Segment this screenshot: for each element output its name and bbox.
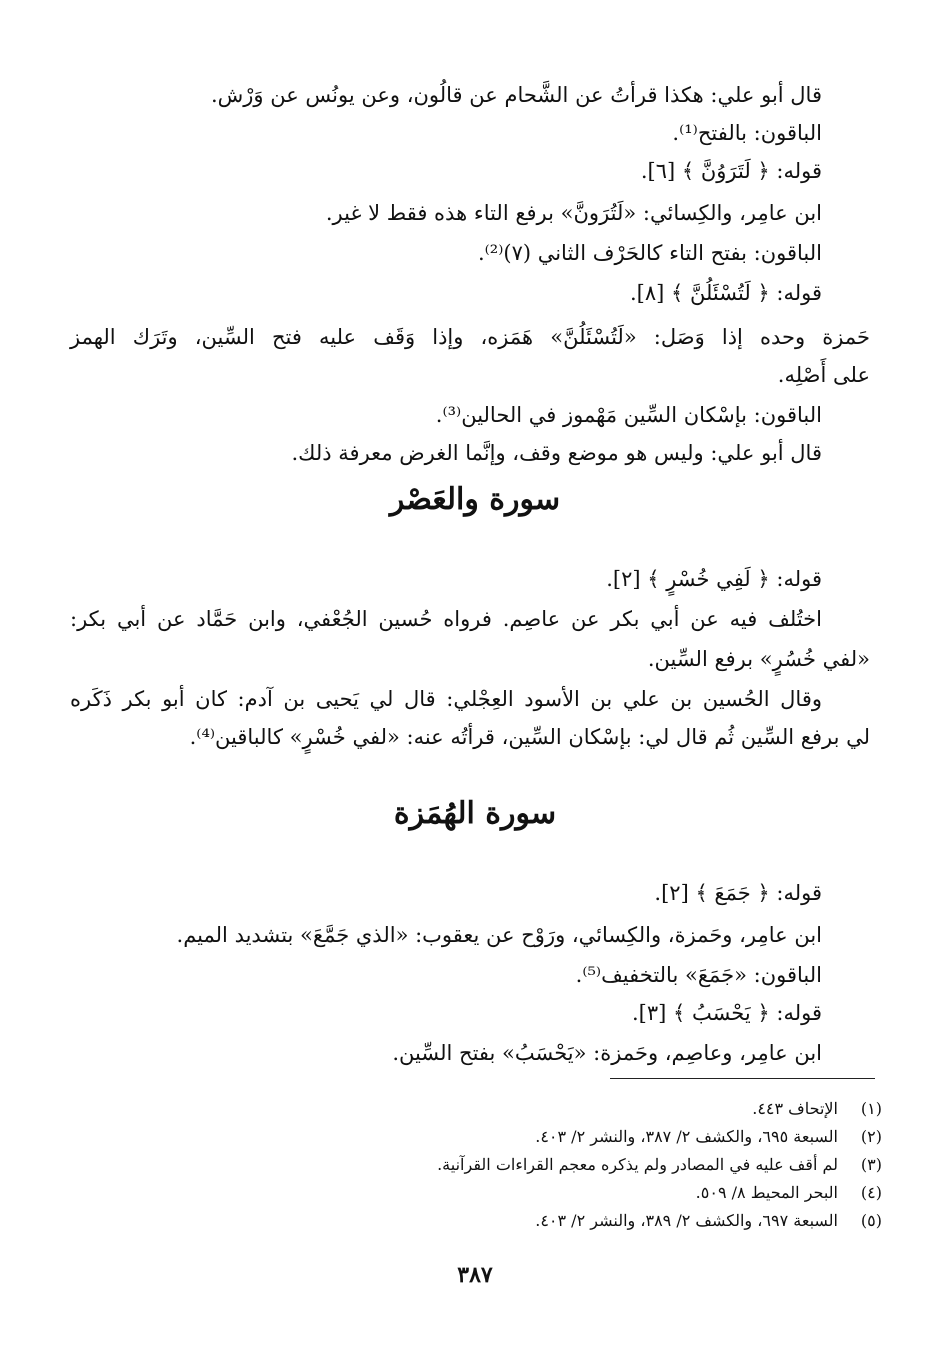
footnote-text: السبعة ٦٩٥، والكشف ٢/ ٣٨٧، والنشر ٢/ ٤٠٣. [535, 1127, 838, 1146]
text-line: قوله: ﴿ لَفِي خُسْرٍ ﴾ [٢]. [606, 567, 822, 591]
text-line: الباقون: بإسْكان السِّين مَهْموز في الحالين⁽³⁾. [435, 403, 822, 427]
footnote [80, 1208, 882, 1234]
surah-heading: سورة والعَصْر [389, 482, 561, 517]
footnote-divider [610, 1078, 875, 1079]
footnote-text: لم أقف عليه في المصادر ولم يذكره معجم القراءات القرآنية. [437, 1155, 838, 1174]
text-line: ابن عامِر، والكِسائي: «لَتُرَونَّ» برفع التاء هذه فقط لا غير. [325, 201, 822, 225]
footnote-number: (١) [860, 1099, 882, 1118]
text-line: «لفي خُسُرٍ» برفع السِّين. [647, 647, 870, 671]
footnote-number: (٤) [860, 1183, 882, 1202]
text-line: ابن عامِر، وحَمزة، والكِسائي، ورَوْح عن يعقوب: «الذي جَمَّعَ» بتشديد الميم. [176, 923, 822, 947]
text-line: على أَصْلِه. [777, 363, 870, 387]
footnote-number: (٥) [860, 1211, 882, 1230]
page-number: ٣٨٧ [457, 1262, 493, 1288]
text-line: قال أبو علي: هكذا قرأتُ عن الشَّحام عن قالُون، وعن يونُس عن وَرْش. [210, 83, 822, 107]
text-line: حَمزة وحده إذا وَصَل: «لَتُسْئَلُنَّ» هَمَزه، وإذا وَقَف عليه فتح السِّين، وتَرَك الهمز [70, 325, 870, 349]
text-line: الباقون: «جَمَعَ» بالتخفيف⁽⁵⁾. [575, 963, 822, 987]
footnote [80, 1152, 882, 1178]
text-line: الباقون: بفتح التاء كالحَرْف الثاني (٧)⁽²⁾. [477, 241, 822, 265]
footnote [80, 1124, 882, 1150]
text-line: وقال الحُسين بن علي بن الأسود العِجْلي: قال لي يَحيى بن آدم: كان أبو بكر ذَكَره [70, 687, 822, 711]
surah-heading: سورة الهُمَزة [393, 796, 557, 831]
text-line: اختُلف فيه عن أبي بكر عن عاصِم. فرواه حُسين الجُعْفي، وابن حَمَّاد عن أبي بكر: [70, 607, 822, 631]
footnote-number: (٣) [860, 1155, 882, 1174]
footnote-text: الإتحاف ٤٤٣. [752, 1099, 838, 1118]
text-line: قوله: ﴿ يَحْسَبُ ﴾ [٣]. [631, 1001, 822, 1025]
text-line: ابن عامِر، وعاصِم، وحَمزة: «يَحْسَبُ» بفتح السِّين. [392, 1041, 822, 1065]
footnote-text: السبعة ٦٩٧، والكشف ٢/ ٣٨٩، والنشر ٢/ ٤٠٣. [535, 1211, 838, 1230]
footnote [80, 1180, 882, 1206]
text-line: قوله: ﴿ لَتُسْئَلُنَّ ﴾ [٨]. [629, 281, 822, 305]
text-line: الباقون: بالفتح⁽¹⁾. [672, 121, 822, 145]
text-line: لي برفع السِّين ثُم قال لي: بإسْكان السِّين، قرأتُه عنه: «لفي خُسْرٍ» كالباقين⁽⁴⁾. [189, 725, 870, 749]
footnote [80, 1096, 882, 1122]
footnote-number: (٢) [860, 1127, 882, 1146]
text-line: قوله: ﴿ جَمَعَ ﴾ [٢]. [654, 881, 822, 905]
text-line: قال أبو علي: وليس هو موضع وقف، وإنَّما الغرض معرفة ذلك. [291, 441, 822, 465]
text-line: قوله: ﴿ لَتَرَوُنَّ ﴾ [٦]. [640, 159, 822, 183]
footnote-text: البحر المحيط ٨/ ٥٠٩. [695, 1183, 838, 1202]
